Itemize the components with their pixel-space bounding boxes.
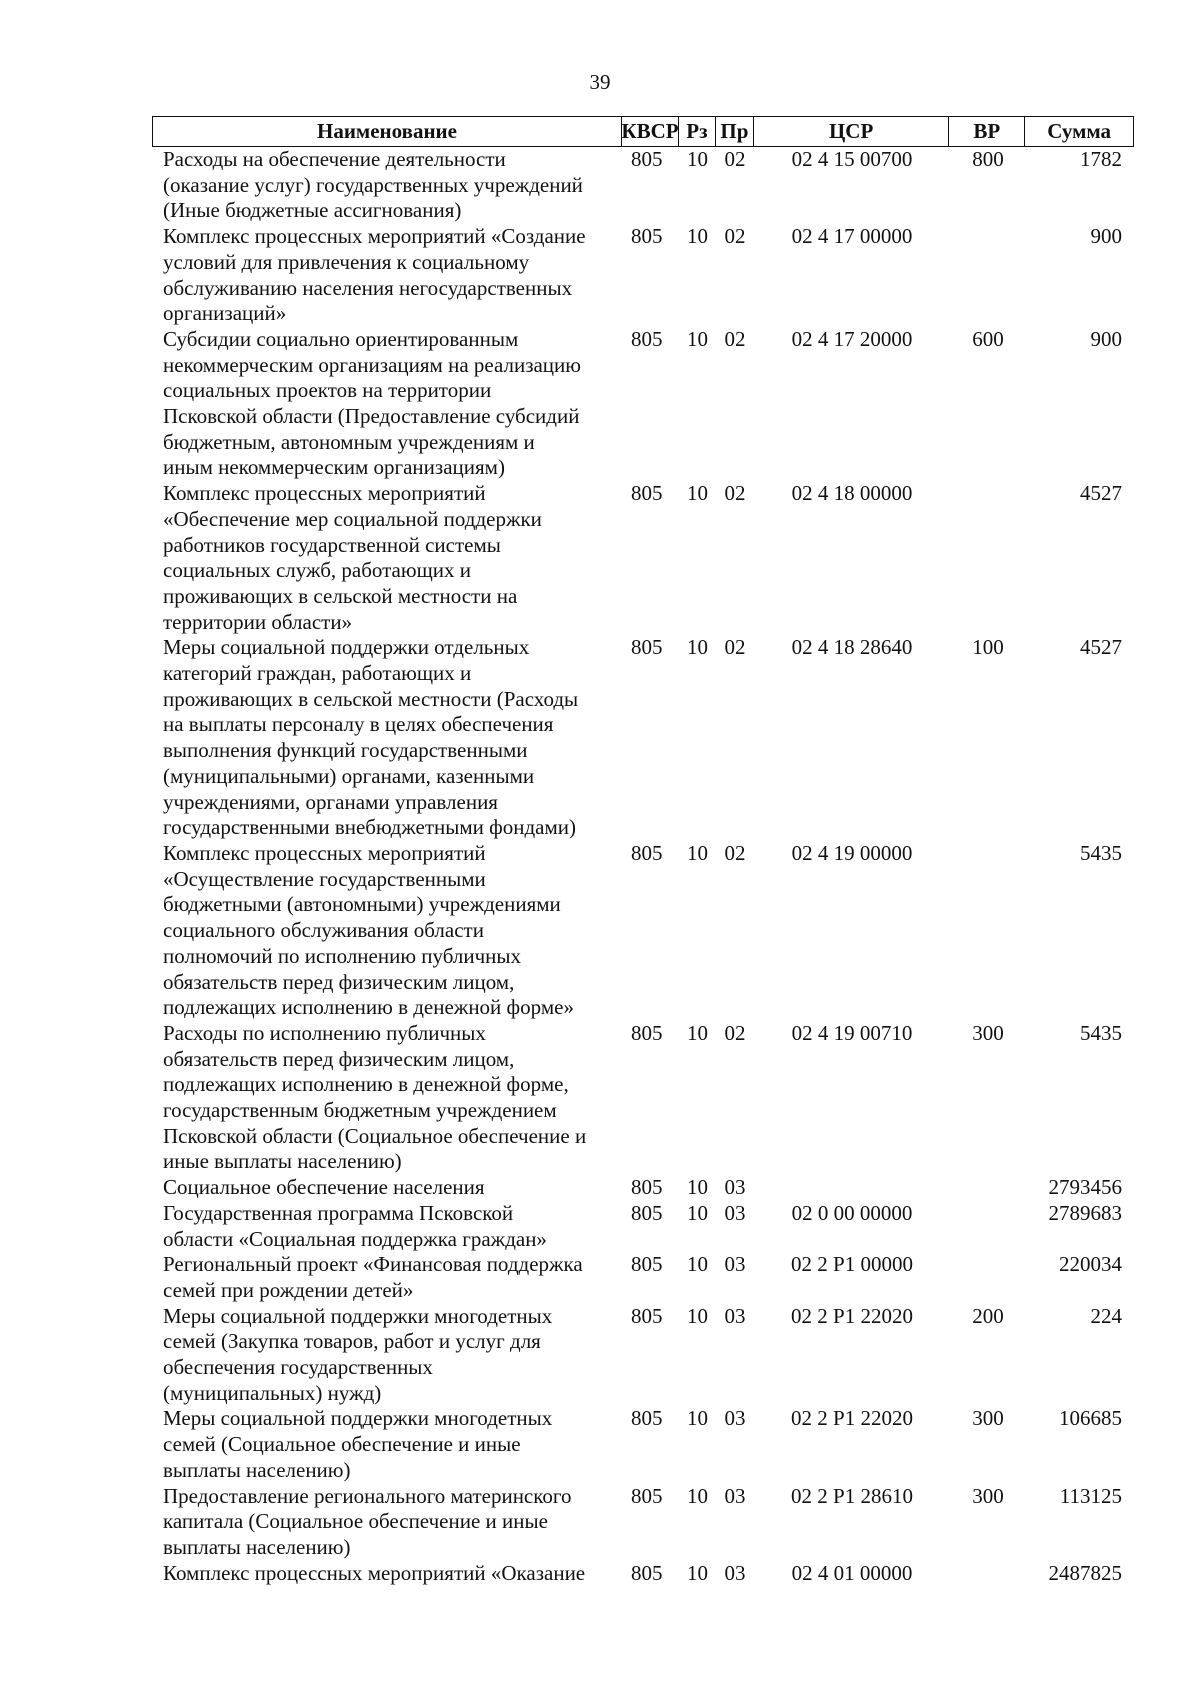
cell-name-line: семей (Социальное обеспечение и иные <box>163 1432 521 1457</box>
cell-sum: 2793456 <box>1048 1175 1122 1200</box>
cell-name-line: социальных служб, работающих и <box>163 558 471 583</box>
cell-pr: 02 <box>724 326 746 351</box>
cell-name-line: учреждениями, органами управления <box>163 789 498 814</box>
cell-vr <box>950 841 1026 1021</box>
cell-csr: 02 2 P1 28610 <box>791 1483 913 1508</box>
cell-name-line: некоммерческим организациям на реализацию <box>163 352 581 377</box>
cell-vr: 100 <box>972 635 1004 660</box>
cell-name-line: бюджетными (автономными) учреждениями <box>163 892 561 917</box>
page-number: 39 <box>589 70 611 94</box>
cell-kvsr: 805 <box>631 147 663 171</box>
cell-name-line: Государственная программа Псковской <box>163 1200 514 1225</box>
table-row <box>152 1021 1134 1175</box>
cell-vr <box>950 1561 1026 1587</box>
cell-vr <box>950 1201 1026 1252</box>
cell-csr: 02 4 01 00000 <box>791 1560 913 1585</box>
table-row <box>152 635 1134 841</box>
cell-pr: 03 <box>724 1483 746 1508</box>
cell-name-line: Комплекс процессных мероприятий <box>163 840 486 865</box>
table-row <box>152 1304 1134 1407</box>
cell-pr: 02 <box>724 224 746 249</box>
cell-vr <box>950 1252 1026 1303</box>
cell-name-line: (оказание услуг) государственных учреждений <box>163 172 583 197</box>
cell-name <box>152 1175 622 1201</box>
header-kvsr: КВСР <box>622 117 679 146</box>
cell-csr: 02 0 00 00000 <box>791 1200 913 1225</box>
cell-name-line: организаций» <box>163 301 287 326</box>
cell-name-line: Комплекс процессных мероприятий «Оказание <box>163 1560 586 1585</box>
cell-pr: 03 <box>724 1303 746 1328</box>
table-row <box>152 1561 1134 1587</box>
cell-csr: 02 4 18 28640 <box>791 635 913 660</box>
cell-pr: 02 <box>724 147 746 171</box>
cell-kvsr: 805 <box>631 1252 663 1277</box>
cell-rz: 10 <box>687 326 708 351</box>
cell-pr: 02 <box>724 635 746 660</box>
header-sum: Сумма <box>1047 119 1112 143</box>
cell-name-line: Расходы по исполнению публичных <box>163 1020 486 1045</box>
cell-name-line: подлежащих исполнению в денежной форме, <box>163 1072 569 1097</box>
cell-name-line: Субсидии социально ориентированным <box>163 326 519 351</box>
cell-name <box>152 1021 622 1175</box>
cell-vr: 300 <box>972 1483 1004 1508</box>
cell-name-line: «Обеспечение мер социальной поддержки <box>163 506 542 531</box>
cell-name-line: обеспечения государственных <box>163 1355 433 1380</box>
table-row <box>152 1406 1134 1483</box>
cell-name <box>152 635 622 841</box>
cell-csr: 02 2 P1 00000 <box>791 1252 913 1277</box>
cell-vr: 600 <box>972 326 1004 351</box>
cell-sum: 2789683 <box>1048 1200 1122 1225</box>
cell-name-line: «Осуществление государственными <box>163 866 486 891</box>
cell-name-line: полномочий по исполнению публичных <box>163 943 522 968</box>
cell-name-line: Комплекс процессных мероприятий «Создание <box>163 224 586 249</box>
header-csr: ЦСР <box>754 117 950 146</box>
cell-name-line: социального обслуживания области <box>163 918 484 943</box>
cell-rz: 10 <box>687 147 708 171</box>
cell-name-line: Предоставление регионального материнского <box>163 1483 572 1508</box>
cell-name-line: государственным бюджетным учреждением <box>163 1098 557 1123</box>
cell-name-line: семей (Закупка товаров, работ и услуг для <box>163 1329 541 1354</box>
cell-name <box>152 224 622 327</box>
cell-name <box>152 1304 622 1407</box>
cell-name-line: Псковской области (Предоставление субсидий <box>163 404 580 429</box>
cell-sum: 224 <box>1090 1303 1122 1328</box>
cell-name-line: (муниципальными) органами, казенными <box>163 763 535 788</box>
cell-name-line: области «Социальная поддержка граждан» <box>163 1226 547 1251</box>
cell-name-line: (Иные бюджетные ассигнования) <box>163 198 462 223</box>
cell-name <box>152 1406 622 1483</box>
cell-sum: 900 <box>1090 224 1122 249</box>
cell-sum: 4527 <box>1080 635 1122 660</box>
table-row <box>152 1484 1134 1561</box>
cell-name-line: (муниципальных) нужд) <box>163 1380 382 1405</box>
cell-name-line: социальных проектов на территории <box>163 378 492 403</box>
cell-vr: 800 <box>972 147 1004 171</box>
cell-name <box>152 1561 622 1587</box>
cell-rz: 10 <box>687 635 708 660</box>
header-name: Наименование <box>153 117 622 146</box>
cell-kvsr: 805 <box>631 224 663 249</box>
cell-csr: 02 4 19 00000 <box>791 840 913 865</box>
cell-name <box>152 841 622 1021</box>
cell-name-line: Меры социальной поддержки отдельных <box>163 635 530 660</box>
cell-rz: 10 <box>687 224 708 249</box>
cell-vr: 300 <box>972 1020 1004 1045</box>
cell-kvsr: 805 <box>631 326 663 351</box>
cell-name-line: Комплекс процессных мероприятий <box>163 481 486 506</box>
table-row <box>152 1201 1134 1252</box>
cell-sum: 5435 <box>1080 840 1122 865</box>
cell-sum: 900 <box>1090 326 1122 351</box>
cell-name <box>152 1484 622 1561</box>
cell-name <box>152 327 622 481</box>
cell-kvsr: 805 <box>631 635 663 660</box>
cell-kvsr: 805 <box>631 1200 663 1225</box>
cell-pr: 02 <box>724 840 746 865</box>
cell-name-line: выплаты населению) <box>163 1534 351 1559</box>
cell-name <box>152 147 622 224</box>
cell-name-line: выполнения функций государственными <box>163 738 528 763</box>
cell-sum: 113125 <box>1059 1483 1122 1508</box>
cell-vr <box>950 224 1026 327</box>
cell-name <box>152 1201 622 1252</box>
cell-rz: 10 <box>687 1200 708 1225</box>
cell-vr <box>950 481 1026 635</box>
cell-vr <box>950 1175 1026 1201</box>
cell-rz: 10 <box>687 1483 708 1508</box>
cell-name-line: выплаты населению) <box>163 1457 351 1482</box>
cell-name <box>152 1252 622 1303</box>
cell-rz: 10 <box>687 1020 708 1045</box>
cell-rz: 10 <box>687 1175 708 1200</box>
cell-name-line: Меры социальной поддержки многодетных <box>163 1303 553 1328</box>
cell-kvsr: 805 <box>631 1406 663 1431</box>
cell-name-line: государственными внебюджетными фондами) <box>163 815 577 840</box>
cell-kvsr: 805 <box>631 1020 663 1045</box>
table-header <box>152 116 1134 147</box>
cell-sum: 5435 <box>1080 1020 1122 1045</box>
cell-sum: 1782 <box>1080 147 1122 171</box>
cell-pr: 03 <box>724 1406 746 1431</box>
header-vr: ВР <box>949 117 1025 146</box>
cell-rz: 10 <box>687 840 708 865</box>
cell-csr: 02 4 15 00700 <box>791 147 913 171</box>
cell-name-line: категорий граждан, работающих и <box>163 661 472 686</box>
cell-vr: 300 <box>972 1406 1004 1431</box>
cell-name-line: Региональный проект «Финансовая поддержка <box>163 1252 583 1277</box>
header-rz: Рз <box>679 117 716 146</box>
cell-sum: 4527 <box>1080 481 1122 506</box>
cell-rz: 10 <box>687 1560 708 1585</box>
header-pr: Пр <box>716 117 754 146</box>
cell-pr: 03 <box>724 1252 746 1277</box>
cell-name-line: работников государственной системы <box>163 532 501 557</box>
cell-csr: 02 4 17 00000 <box>791 224 913 249</box>
cell-csr <box>754 1175 950 1201</box>
cell-pr: 02 <box>724 481 746 506</box>
cell-name-line: бюджетным, автономным учреждениям и <box>163 429 535 454</box>
cell-name-line: семей при рождении детей» <box>163 1277 414 1302</box>
cell-vr: 200 <box>972 1303 1004 1328</box>
cell-name-line: иным некоммерческим организациям) <box>163 455 505 480</box>
cell-name-line: условий для привлечения к социальному <box>163 249 530 274</box>
cell-pr: 03 <box>724 1560 746 1585</box>
cell-name-line: Расходы на обеспечение деятельности <box>163 147 506 171</box>
cell-rz: 10 <box>687 1252 708 1277</box>
cell-name-line: подлежащих исполнению в денежной форме» <box>163 995 574 1020</box>
cell-kvsr: 805 <box>631 840 663 865</box>
cell-pr: 03 <box>724 1175 746 1200</box>
cell-sum: 220034 <box>1059 1252 1122 1277</box>
table-row <box>152 1252 1134 1303</box>
cell-csr: 02 4 17 20000 <box>791 326 913 351</box>
cell-csr: 02 2 P1 22020 <box>791 1303 913 1328</box>
cell-name-line: обслуживанию населения негосударственных <box>163 275 573 300</box>
table-body <box>152 147 1134 1586</box>
table-row <box>152 481 1134 635</box>
cell-name-line: территории области» <box>163 609 353 634</box>
cell-kvsr: 805 <box>631 1483 663 1508</box>
cell-name-line: капитала (Социальное обеспечение и иные <box>163 1509 548 1534</box>
table-row <box>152 1175 1134 1201</box>
cell-kvsr: 805 <box>631 1560 663 1585</box>
cell-name-line: Меры социальной поддержки многодетных <box>163 1406 553 1431</box>
cell-csr: 02 4 19 00710 <box>791 1020 913 1045</box>
cell-sum: 106685 <box>1059 1406 1122 1431</box>
table-row <box>152 327 1134 481</box>
cell-name-line: Псковской области (Социальное обеспечение и <box>163 1123 587 1148</box>
cell-sum: 2487825 <box>1048 1560 1122 1585</box>
cell-csr: 02 2 P1 22020 <box>791 1406 913 1431</box>
cell-name-line: иные выплаты населению) <box>163 1149 402 1174</box>
cell-name-line: проживающих в сельской местности на <box>163 583 518 608</box>
cell-pr: 03 <box>724 1200 746 1225</box>
cell-name-line: Социальное обеспечение населения <box>163 1175 485 1200</box>
cell-name-line: обязательств перед физическим лицом, <box>163 969 515 994</box>
cell-name <box>152 481 622 635</box>
cell-kvsr: 805 <box>631 1303 663 1328</box>
table-row <box>152 224 1134 327</box>
budget-table <box>152 116 1134 1586</box>
cell-name-line: обязательств перед физическим лицом, <box>163 1046 515 1071</box>
cell-csr: 02 4 18 00000 <box>791 481 913 506</box>
cell-rz: 10 <box>687 1303 708 1328</box>
table-row <box>152 841 1134 1021</box>
cell-rz: 10 <box>687 481 708 506</box>
cell-kvsr: 805 <box>631 1175 663 1200</box>
cell-name-line: на выплаты персоналу в целях обеспечения <box>163 712 554 737</box>
cell-kvsr: 805 <box>631 481 663 506</box>
cell-pr: 02 <box>724 1020 746 1045</box>
cell-name-line: проживающих в сельской местности (Расходы <box>163 686 579 711</box>
table-row <box>152 147 1134 224</box>
cell-rz: 10 <box>687 1406 708 1431</box>
